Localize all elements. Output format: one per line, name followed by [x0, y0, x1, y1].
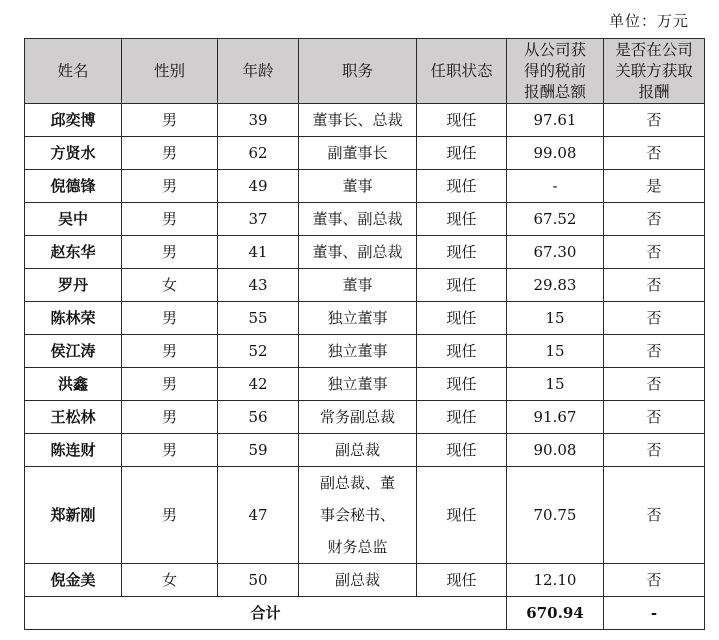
cell-name: 罗丹 [25, 269, 122, 302]
cell-pretax-pay: 15 [507, 302, 604, 335]
cell-name: 方贤水 [25, 137, 122, 170]
cell-position: 董事、副总裁 [299, 203, 417, 236]
cell-pretax-pay: 99.08 [507, 137, 604, 170]
cell-gender: 男 [122, 302, 218, 335]
cell-age: 42 [218, 368, 299, 401]
cell-position: 副总裁、董事会秘书、财务总监 [299, 467, 417, 564]
cell-gender: 男 [122, 401, 218, 434]
cell-status: 现任 [417, 434, 507, 467]
table-row [25, 401, 705, 434]
cell-name: 洪鑫 [25, 368, 122, 401]
table-row [25, 434, 705, 467]
cell-pretax-pay: 90.08 [507, 434, 604, 467]
header-position: 职务 [299, 39, 417, 104]
cell-position: 常务副总裁 [299, 401, 417, 434]
cell-position: 独立董事 [299, 302, 417, 335]
cell-age: 43 [218, 269, 299, 302]
cell-pretax-pay: 97.61 [507, 104, 604, 137]
cell-gender: 女 [122, 269, 218, 302]
cell-gender: 男 [122, 170, 218, 203]
cell-age: 50 [218, 564, 299, 597]
cell-pretax-pay: 91.67 [507, 401, 604, 434]
cell-position: 董事 [299, 170, 417, 203]
header-age: 年龄 [218, 39, 299, 104]
cell-gender: 女 [122, 564, 218, 597]
table-row [25, 236, 705, 269]
cell-age: 55 [218, 302, 299, 335]
cell-related-pay: 否 [604, 269, 705, 302]
cell-name: 侯江涛 [25, 335, 122, 368]
header-gender: 性别 [122, 39, 218, 104]
cell-related-pay: 否 [604, 203, 705, 236]
cell-status: 现任 [417, 368, 507, 401]
cell-age: 37 [218, 203, 299, 236]
cell-pretax-pay: 29.83 [507, 269, 604, 302]
cell-pretax-pay: 67.52 [507, 203, 604, 236]
cell-related-pay: 否 [604, 564, 705, 597]
table-row [25, 335, 705, 368]
table-row [25, 104, 705, 137]
cell-age: 56 [218, 401, 299, 434]
cell-position: 独立董事 [299, 368, 417, 401]
cell-position: 副总裁 [299, 434, 417, 467]
cell-related-pay: 否 [604, 104, 705, 137]
header-related-pay: 是否在公司关联方获取报酬 [604, 39, 705, 104]
cell-gender: 男 [122, 335, 218, 368]
cell-status: 现任 [417, 269, 507, 302]
cell-age: 62 [218, 137, 299, 170]
cell-position: 副总裁 [299, 564, 417, 597]
cell-related-pay: 否 [604, 401, 705, 434]
cell-status: 现任 [417, 401, 507, 434]
cell-name: 倪德锋 [25, 170, 122, 203]
total-related: - [604, 597, 705, 630]
table-row [25, 203, 705, 236]
cell-related-pay: 否 [604, 335, 705, 368]
table-row [25, 269, 705, 302]
cell-name: 邱奕博 [25, 104, 122, 137]
cell-pretax-pay: 15 [507, 335, 604, 368]
cell-related-pay: 否 [604, 236, 705, 269]
unit-label: 单位：万元 [608, 12, 689, 30]
cell-age: 52 [218, 335, 299, 368]
header-status: 任职状态 [417, 39, 507, 104]
cell-position: 独立董事 [299, 335, 417, 368]
cell-name: 陈连财 [25, 434, 122, 467]
cell-pretax-pay: 70.75 [507, 467, 604, 564]
cell-status: 现任 [417, 236, 507, 269]
table-row [25, 467, 705, 564]
header-pretax-pay: 从公司获得的税前报酬总额 [507, 39, 604, 104]
cell-status: 现任 [417, 137, 507, 170]
header-name: 姓名 [25, 39, 122, 104]
cell-age: 59 [218, 434, 299, 467]
cell-position: 董事、副总裁 [299, 236, 417, 269]
cell-age: 49 [218, 170, 299, 203]
cell-status: 现任 [417, 170, 507, 203]
compensation-table [24, 38, 705, 630]
cell-pretax-pay: 15 [507, 368, 604, 401]
cell-gender: 男 [122, 203, 218, 236]
cell-related-pay: 否 [604, 302, 705, 335]
total-amount: 670.94 [507, 597, 604, 630]
cell-related-pay: 否 [604, 137, 705, 170]
table-row [25, 170, 705, 203]
cell-related-pay: 否 [604, 434, 705, 467]
cell-pretax-pay: 12.10 [507, 564, 604, 597]
cell-pretax-pay: - [507, 170, 604, 203]
cell-position: 董事 [299, 269, 417, 302]
cell-gender: 男 [122, 236, 218, 269]
cell-status: 现任 [417, 335, 507, 368]
cell-name: 赵东华 [25, 236, 122, 269]
cell-gender: 男 [122, 137, 218, 170]
cell-status: 现任 [417, 203, 507, 236]
cell-age: 41 [218, 236, 299, 269]
cell-position: 副董事长 [299, 137, 417, 170]
cell-name: 王松林 [25, 401, 122, 434]
cell-related-pay: 是 [604, 170, 705, 203]
cell-status: 现任 [417, 302, 507, 335]
cell-related-pay: 否 [604, 467, 705, 564]
cell-gender: 男 [122, 434, 218, 467]
cell-name: 陈林荣 [25, 302, 122, 335]
table-row [25, 302, 705, 335]
cell-gender: 男 [122, 467, 218, 564]
cell-pretax-pay: 67.30 [507, 236, 604, 269]
cell-age: 47 [218, 467, 299, 564]
cell-name: 郑新刚 [25, 467, 122, 564]
table-row [25, 368, 705, 401]
cell-gender: 男 [122, 104, 218, 137]
total-row [25, 597, 705, 630]
cell-gender: 男 [122, 368, 218, 401]
cell-status: 现任 [417, 104, 507, 137]
cell-name: 倪金美 [25, 564, 122, 597]
cell-status: 现任 [417, 564, 507, 597]
cell-status: 现任 [417, 467, 507, 564]
cell-position: 董事长、总裁 [299, 104, 417, 137]
cell-related-pay: 否 [604, 368, 705, 401]
cell-name: 吴中 [25, 203, 122, 236]
total-label: 合计 [25, 597, 507, 630]
cell-age: 39 [218, 104, 299, 137]
table-row [25, 564, 705, 597]
header-row [25, 39, 705, 104]
table-row [25, 137, 705, 170]
